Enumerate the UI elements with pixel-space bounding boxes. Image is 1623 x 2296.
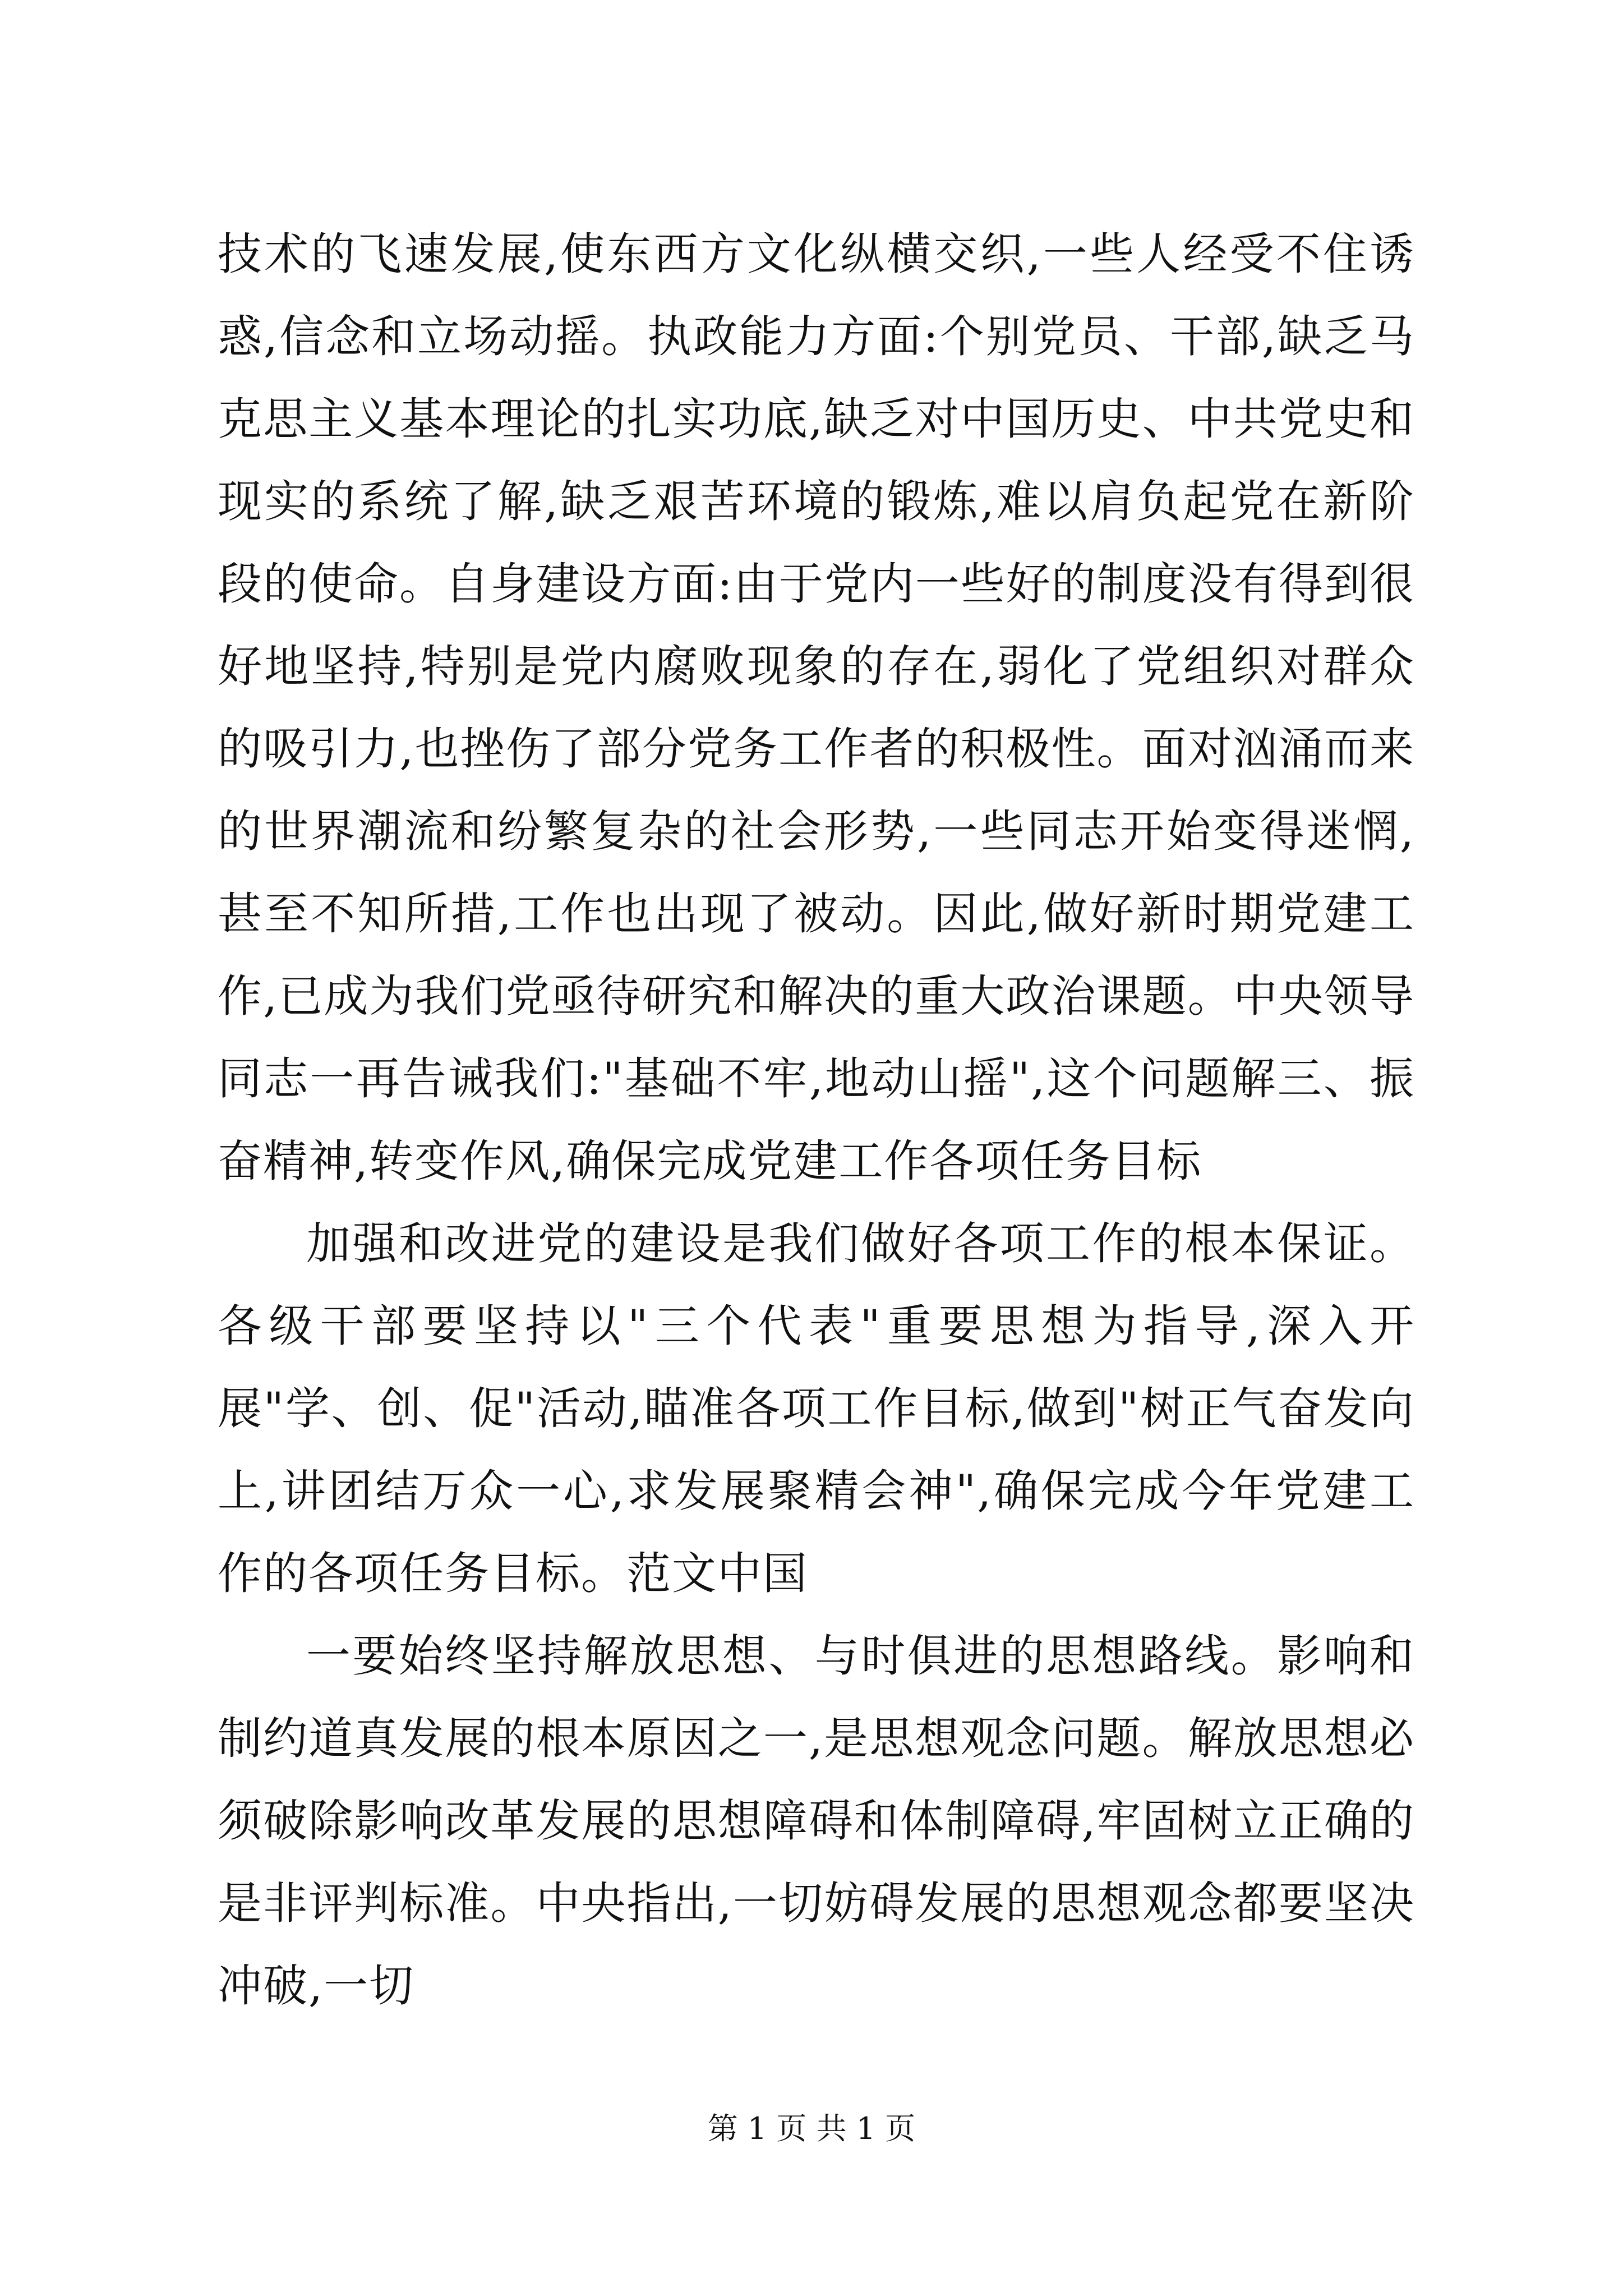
document-body <box>218 213 1415 2027</box>
paragraph-2: 加强和改进党的建设是我们做好各项工作的根本保证。各级干部要坚持以"三个代表"重要思想为指导,深入开展"学、创、促"活动,瞄准各项工作目标,做到"树正气奋发向上,讲团结万众一心,求发展聚精会神",确保完成今年党建工作的各项任务目标。范文中国 <box>218 1218 1415 1599</box>
paragraph-1: 技术的飞速发展,使东西方文化纵横交织,一些人经受不住诱惑,信念和立场动摇。执政能力方面:个别党员、干部,缺乏马克思主义基本理论的扎实功底,缺乏对中国历史、中共党史和现实的系统了解,缺乏艰苦环境的锻炼,难以肩负起党在新阶段的使命。自身建设方面:由于党内一些好的制度没有得到很好地坚持,特别是党内腐败现象的存在,弱化了党组织对群众的吸引力,也挫伤了部分党务工作者的积极性。面对汹涌而来的世界潮流和纷繁复杂的社会形势,一些同志开始变得迷惘,甚至不知所措,工作也出现了被动。因此,做好新时期党建工作,已成为我们党亟待研究和解决的重大政治课题。中央领导同志一再告诫我们:"基础不牢,地动山摇",这个问题解三、振奋精神,转变作风,确保完成党建工作各项任务目标 <box>218 228 1415 1187</box>
paragraph-3: 一要始终坚持解放思想、与时俱进的思想路线。影响和制约道真发展的根本原因之一,是思想观念问题。解放思想必须破除影响改革发展的思想障碍和体制障碍,牢固树立正确的是非评判标准。中央指出,一切妨碍发展的思想观念都要坚决冲破,一切 <box>218 1630 1415 2012</box>
page-footer: 第 1 页 共 1 页 <box>707 2111 916 2146</box>
